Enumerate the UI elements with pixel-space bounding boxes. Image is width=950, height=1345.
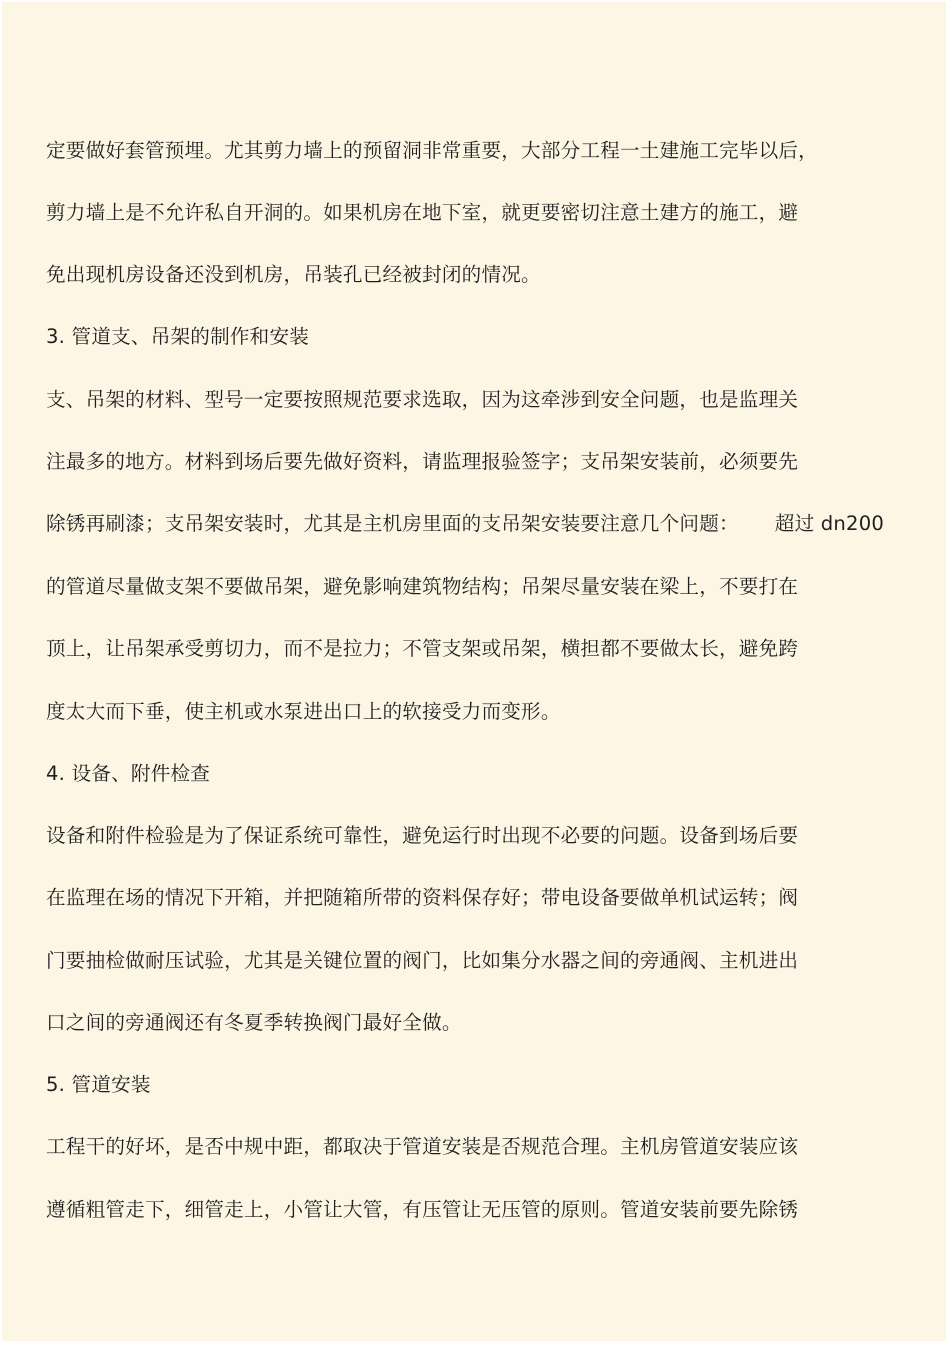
paragraph-line: 支、吊架的材料、型号一定要按照规范要求选取，因为这牵涉到安全问题，也是监理关: [46, 388, 799, 411]
paragraph-line: 注最多的地方。材料到场后要先做好资料，请监理报验签字；支吊架安装前，必须要先: [46, 450, 799, 473]
paragraph-line: 遵循粗管走下，细管走上，小管让大管，有压管让无压管的原则。管道安装前要先除锈: [46, 1198, 799, 1221]
paragraph-line: 的管道尽量做支架不要做吊架，避免影响建筑物结构；吊架尽量安装在梁上，不要打在: [46, 575, 799, 598]
paragraph-line: 剪力墙上是不允许私自开洞的。如果机房在地下室，就更要密切注意土建方的施工，避: [46, 201, 799, 224]
paragraph-line: [46, 511, 884, 537]
paragraph-line: 定要做好套管预埋。尤其剪力墙上的预留洞非常重要，大部分工程一土建施工完毕以后，: [46, 139, 818, 162]
paragraph-line: 免出现机房设备还没到机房，吊装孔已经被封闭的情况。: [46, 263, 541, 286]
paragraph-line: 工程干的好坏，是否中规中距，都取决于管道安装是否规范合理。主机房管道安装应该: [46, 1135, 799, 1158]
paragraph-line: 设备和附件检验是为了保证系统可靠性，避免运行时出现不必要的问题。设备到场后要: [46, 824, 799, 847]
paragraph-line: 顶上，让吊架承受剪切力，而不是拉力；不管支架或吊架，横担都不要做太长，避免跨: [46, 637, 799, 660]
section-heading: 3. 管道支、吊架的制作和安装: [46, 325, 310, 348]
document-page: [2, 2, 946, 1341]
paragraph-line: 度太大而下垂，使主机或水泵进出口上的软接受力而变形。: [46, 700, 561, 723]
paragraph-line: 门要抽检做耐压试验，尤其是关键位置的阀门，比如集分水器之间的旁通阀、主机进出: [46, 949, 799, 972]
line-tail-text: 超过 dn200: [774, 512, 885, 535]
paragraph-line: 口之间的旁通阀还有冬夏季转换阀门最好全做。: [46, 1011, 462, 1034]
line-text: 除锈再刷漆；支吊架安装时，尤其是主机房里面的支吊架安装要注意几个问题：: [46, 512, 739, 535]
section-heading: 5. 管道安装: [46, 1073, 151, 1096]
paragraph-line: 在监理在场的情况下开箱，并把随箱所带的资料保存好；带电设备要做单机试运转；阀: [46, 886, 799, 909]
section-heading: 4. 设备、附件检查: [46, 762, 211, 785]
